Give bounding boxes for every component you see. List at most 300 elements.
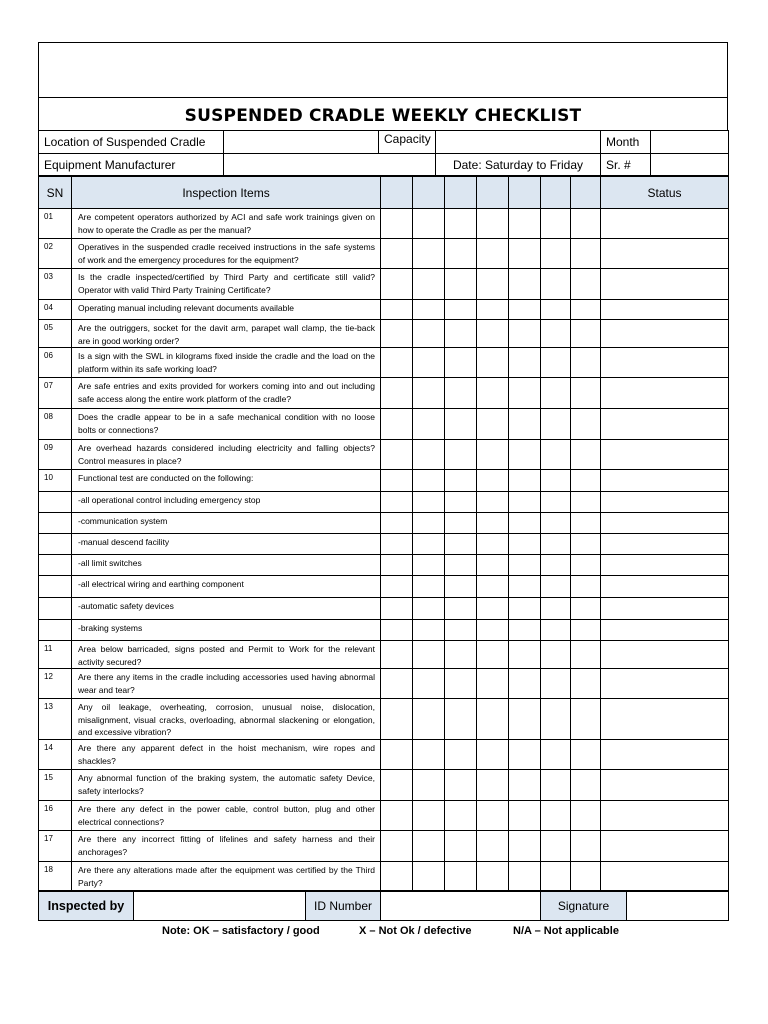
day-check-cell[interactable]	[413, 669, 445, 699]
day-check-cell[interactable]	[571, 239, 601, 269]
note-not-ok: X – Not Ok / defective	[359, 925, 472, 937]
day-check-cell[interactable]	[571, 320, 601, 348]
day-check-cell[interactable]	[381, 440, 413, 470]
day-check-cell[interactable]	[381, 320, 413, 348]
status-cell[interactable]	[601, 348, 729, 378]
status-cell[interactable]	[601, 378, 729, 409]
inspection-item-text: Area below barricaded, signs posted and Permit to Work for the relevant activity secured?	[72, 641, 381, 669]
day-check-cell[interactable]	[541, 576, 571, 598]
inspection-item-text: Does the cradle appear to be in a safe mechanical condition with no loose bolts or connections?	[72, 409, 381, 440]
inspection-item-text: -all limit switches	[72, 555, 381, 576]
status-cell[interactable]	[601, 770, 729, 801]
day-column-header	[477, 177, 509, 209]
day-check-cell[interactable]	[477, 209, 509, 239]
day-check-cell[interactable]	[509, 513, 541, 534]
day-check-cell[interactable]	[381, 576, 413, 598]
status-column-header: Status	[601, 177, 729, 209]
day-check-cell[interactable]	[509, 699, 541, 740]
day-check-cell[interactable]	[413, 740, 445, 770]
day-check-cell[interactable]	[541, 555, 571, 576]
status-cell[interactable]	[601, 699, 729, 740]
day-check-cell[interactable]	[571, 669, 601, 699]
day-check-cell[interactable]	[541, 348, 571, 378]
inspection-item-text: Are the outriggers, socket for the davit arm, parapet wall clamp, the tie-back are in good working order?	[72, 320, 381, 348]
day-check-cell[interactable]	[381, 209, 413, 239]
row-number: 02	[39, 239, 72, 269]
day-check-cell[interactable]	[541, 209, 571, 239]
day-check-cell[interactable]	[571, 555, 601, 576]
day-check-cell[interactable]	[445, 641, 477, 669]
status-cell[interactable]	[601, 641, 729, 669]
day-check-cell[interactable]	[477, 440, 509, 470]
status-cell[interactable]	[601, 740, 729, 770]
day-check-cell[interactable]	[477, 513, 509, 534]
day-check-cell[interactable]	[445, 440, 477, 470]
day-check-cell[interactable]	[509, 269, 541, 300]
day-check-cell[interactable]	[509, 598, 541, 620]
status-cell[interactable]	[601, 620, 729, 641]
status-cell[interactable]	[601, 209, 729, 239]
day-column-header	[541, 177, 571, 209]
day-check-cell[interactable]	[509, 320, 541, 348]
status-cell[interactable]	[601, 669, 729, 699]
status-cell[interactable]	[601, 320, 729, 348]
inspection-item-text: Are there any items in the cradle including accessories used having abnormal wear and tear?	[72, 669, 381, 699]
day-check-cell[interactable]	[413, 348, 445, 378]
checklist-row	[39, 669, 729, 699]
manufacturer-field[interactable]	[224, 154, 436, 176]
day-check-cell[interactable]	[445, 300, 477, 320]
day-check-cell[interactable]	[477, 598, 509, 620]
day-check-cell[interactable]	[445, 620, 477, 641]
day-check-cell[interactable]	[381, 513, 413, 534]
header-table	[38, 130, 729, 176]
day-check-cell[interactable]	[541, 641, 571, 669]
day-check-cell[interactable]	[477, 770, 509, 801]
day-check-cell[interactable]	[541, 239, 571, 269]
checklist-row	[39, 348, 729, 378]
sr-field[interactable]	[651, 154, 729, 176]
day-check-cell[interactable]	[413, 555, 445, 576]
day-check-cell[interactable]	[541, 770, 571, 801]
row-number: 09	[39, 440, 72, 470]
row-number: 17	[39, 831, 72, 862]
day-check-cell[interactable]	[571, 492, 601, 513]
day-check-cell[interactable]	[509, 641, 541, 669]
day-check-cell[interactable]	[571, 740, 601, 770]
day-check-cell[interactable]	[413, 641, 445, 669]
day-check-cell[interactable]	[413, 770, 445, 801]
inspection-item-text: Are there any alterations made after the equipment was certified by the Third Party?	[72, 862, 381, 891]
row-number: 15	[39, 770, 72, 801]
day-check-cell[interactable]	[509, 770, 541, 801]
day-check-cell[interactable]	[445, 470, 477, 492]
day-check-cell[interactable]	[509, 348, 541, 378]
inspection-item-text: -manual descend facility	[72, 534, 381, 555]
day-check-cell[interactable]	[571, 269, 601, 300]
day-check-cell[interactable]	[541, 620, 571, 641]
day-check-cell[interactable]	[571, 300, 601, 320]
checklist-row	[39, 320, 729, 348]
day-check-cell[interactable]	[541, 831, 571, 862]
day-check-cell[interactable]	[413, 470, 445, 492]
day-check-cell[interactable]	[571, 598, 601, 620]
checklist-row	[39, 409, 729, 440]
day-check-cell[interactable]	[413, 598, 445, 620]
day-check-cell[interactable]	[477, 269, 509, 300]
day-check-cell[interactable]	[541, 492, 571, 513]
day-check-cell[interactable]	[381, 555, 413, 576]
day-check-cell[interactable]	[381, 348, 413, 378]
day-check-cell[interactable]	[381, 669, 413, 699]
day-check-cell[interactable]	[381, 534, 413, 555]
day-check-cell[interactable]	[381, 740, 413, 770]
day-check-cell[interactable]	[571, 209, 601, 239]
day-check-cell[interactable]	[571, 513, 601, 534]
checklist-row	[39, 470, 729, 492]
row-number: 06	[39, 348, 72, 378]
day-check-cell[interactable]	[381, 831, 413, 862]
day-check-cell[interactable]	[477, 300, 509, 320]
day-check-cell[interactable]	[381, 378, 413, 409]
checklist-row	[39, 269, 729, 300]
day-check-cell[interactable]	[509, 378, 541, 409]
day-check-cell[interactable]	[445, 320, 477, 348]
status-cell[interactable]	[601, 300, 729, 320]
footer-table	[38, 891, 729, 921]
status-cell[interactable]	[601, 576, 729, 598]
day-check-cell[interactable]	[571, 831, 601, 862]
checklist-row	[39, 513, 729, 534]
day-check-cell[interactable]	[413, 409, 445, 440]
signature-field[interactable]	[627, 892, 729, 921]
day-check-cell[interactable]	[477, 492, 509, 513]
status-cell[interactable]	[601, 269, 729, 300]
day-column-header	[445, 177, 477, 209]
day-check-cell[interactable]	[477, 239, 509, 269]
id-number-label: ID Number	[306, 892, 381, 921]
status-cell[interactable]	[601, 831, 729, 862]
day-check-cell[interactable]	[477, 409, 509, 440]
capacity-label: Capacity	[379, 131, 436, 154]
day-check-cell[interactable]	[477, 534, 509, 555]
day-check-cell[interactable]	[541, 862, 571, 891]
row-number	[39, 534, 72, 555]
day-check-cell[interactable]	[381, 641, 413, 669]
day-check-cell[interactable]	[413, 269, 445, 300]
checklist-row	[39, 555, 729, 576]
checklist-row	[39, 209, 729, 239]
day-check-cell[interactable]	[509, 740, 541, 770]
row-number: 14	[39, 740, 72, 770]
day-check-cell[interactable]	[381, 239, 413, 269]
day-check-cell[interactable]	[477, 620, 509, 641]
status-cell[interactable]	[601, 534, 729, 555]
day-check-cell[interactable]	[445, 239, 477, 269]
status-cell[interactable]	[601, 555, 729, 576]
day-check-cell[interactable]	[541, 440, 571, 470]
manufacturer-label: Equipment Manufacturer	[39, 154, 224, 176]
day-check-cell[interactable]	[571, 470, 601, 492]
day-check-cell[interactable]	[571, 534, 601, 555]
day-check-cell[interactable]	[413, 699, 445, 740]
day-check-cell[interactable]	[541, 801, 571, 831]
day-check-cell[interactable]	[541, 320, 571, 348]
row-number	[39, 620, 72, 641]
month-label: Month	[601, 131, 651, 154]
inspected-by-field[interactable]	[134, 892, 306, 921]
day-check-cell[interactable]	[541, 534, 571, 555]
status-cell[interactable]	[601, 862, 729, 891]
checklist-row	[39, 699, 729, 740]
day-check-cell[interactable]	[477, 348, 509, 378]
day-check-cell[interactable]	[571, 620, 601, 641]
inspection-item-text: Are there any incorrect fitting of lifelines and safety harness and their anchorages?	[72, 831, 381, 862]
day-check-cell[interactable]	[509, 555, 541, 576]
day-check-cell[interactable]	[445, 513, 477, 534]
day-check-cell[interactable]	[445, 598, 477, 620]
note-not-applicable: N/A – Not applicable	[513, 925, 619, 937]
day-check-cell[interactable]	[413, 534, 445, 555]
day-check-cell[interactable]	[445, 669, 477, 699]
day-check-cell[interactable]	[509, 239, 541, 269]
day-check-cell[interactable]	[509, 862, 541, 891]
location-label: Location of Suspended Cradle	[39, 131, 224, 154]
day-check-cell[interactable]	[509, 409, 541, 440]
row-number	[39, 513, 72, 534]
day-check-cell[interactable]	[445, 555, 477, 576]
row-number: 11	[39, 641, 72, 669]
day-check-cell[interactable]	[509, 801, 541, 831]
day-check-cell[interactable]	[445, 348, 477, 378]
inspection-item-text: Any abnormal function of the braking system, the automatic safety Device, safety interlocks?	[72, 770, 381, 801]
day-check-cell[interactable]	[477, 699, 509, 740]
day-check-cell[interactable]	[509, 209, 541, 239]
day-check-cell[interactable]	[477, 555, 509, 576]
day-check-cell[interactable]	[413, 320, 445, 348]
day-check-cell[interactable]	[413, 620, 445, 641]
checklist-row	[39, 740, 729, 770]
day-check-cell[interactable]	[477, 320, 509, 348]
inspection-item-text: Is the cradle inspected/certified by Third Party and certificate still valid? Operator with valid Third Party Training Certificate?	[72, 269, 381, 300]
day-check-cell[interactable]	[477, 378, 509, 409]
day-check-cell[interactable]	[571, 699, 601, 740]
day-check-cell[interactable]	[541, 740, 571, 770]
day-check-cell[interactable]	[445, 770, 477, 801]
location-field[interactable]	[224, 131, 379, 154]
day-check-cell[interactable]	[477, 862, 509, 891]
day-check-cell[interactable]	[381, 801, 413, 831]
day-check-cell[interactable]	[509, 534, 541, 555]
status-cell[interactable]	[601, 409, 729, 440]
day-check-cell[interactable]	[445, 862, 477, 891]
day-check-cell[interactable]	[541, 598, 571, 620]
day-check-cell[interactable]	[413, 801, 445, 831]
note-ok: Note: OK – satisfactory / good	[162, 925, 320, 937]
row-number	[39, 598, 72, 620]
day-check-cell[interactable]	[413, 831, 445, 862]
page-title: SUSPENDED CRADLE WEEKLY CHECKLIST	[38, 97, 728, 130]
day-check-cell[interactable]	[445, 801, 477, 831]
row-number: 04	[39, 300, 72, 320]
row-number: 07	[39, 378, 72, 409]
inspection-item-text: Are competent operators authorized by ACI and safe work trainings given on how to operate the Cradle as per the manual?	[72, 209, 381, 239]
day-column-header	[413, 177, 445, 209]
inspection-table	[38, 176, 729, 891]
day-check-cell[interactable]	[509, 470, 541, 492]
day-check-cell[interactable]	[445, 209, 477, 239]
status-cell[interactable]	[601, 598, 729, 620]
inspection-item-text: -all electrical wiring and earthing component	[72, 576, 381, 598]
day-check-cell[interactable]	[381, 470, 413, 492]
checklist-row	[39, 620, 729, 641]
day-check-cell[interactable]	[477, 801, 509, 831]
day-check-cell[interactable]	[509, 669, 541, 699]
day-check-cell[interactable]	[413, 300, 445, 320]
inspection-item-text: -braking systems	[72, 620, 381, 641]
day-check-cell[interactable]	[509, 440, 541, 470]
day-check-cell[interactable]	[477, 470, 509, 492]
id-number-field[interactable]	[381, 892, 541, 921]
row-number	[39, 492, 72, 513]
status-cell[interactable]	[601, 440, 729, 470]
items-column-header: Inspection Items	[72, 177, 381, 209]
status-cell[interactable]	[601, 239, 729, 269]
day-check-cell[interactable]	[571, 770, 601, 801]
day-check-cell[interactable]	[413, 492, 445, 513]
day-check-cell[interactable]	[445, 492, 477, 513]
inspected-by-label: Inspected by	[39, 892, 134, 921]
checklist-row	[39, 801, 729, 831]
day-check-cell[interactable]	[445, 534, 477, 555]
checklist-row	[39, 641, 729, 669]
day-check-cell[interactable]	[445, 576, 477, 598]
day-check-cell[interactable]	[509, 831, 541, 862]
row-number: 10	[39, 470, 72, 492]
month-field[interactable]	[651, 131, 729, 154]
day-check-cell[interactable]	[541, 269, 571, 300]
day-check-cell[interactable]	[413, 576, 445, 598]
day-check-cell[interactable]	[571, 348, 601, 378]
day-check-cell[interactable]	[477, 576, 509, 598]
day-column-header	[381, 177, 413, 209]
day-check-cell[interactable]	[571, 378, 601, 409]
status-cell[interactable]	[601, 801, 729, 831]
inspection-item-text: Are there any defect in the power cable, control button, plug and other electrical connections?	[72, 801, 381, 831]
capacity-field[interactable]	[436, 131, 601, 154]
day-check-cell[interactable]	[477, 669, 509, 699]
status-cell[interactable]	[601, 492, 729, 513]
checklist-row	[39, 770, 729, 801]
day-column-header	[571, 177, 601, 209]
day-check-cell[interactable]	[509, 492, 541, 513]
day-check-cell[interactable]	[381, 409, 413, 440]
checklist-row	[39, 576, 729, 598]
day-check-cell[interactable]	[571, 862, 601, 891]
day-check-cell[interactable]	[571, 440, 601, 470]
inspection-item-text: Any oil leakage, overheating, corrosion, unusual noise, dislocation, misalignment, visual cracks, overloading, abnormal slackening or elongation, and excessive vibration?	[72, 699, 381, 740]
inspection-item-text: Is a sign with the SWL in kilograms fixed inside the cradle and the load on the platform within its safe working load?	[72, 348, 381, 378]
sn-column-header: SN	[39, 177, 72, 209]
day-check-cell[interactable]	[541, 409, 571, 440]
checklist-row	[39, 598, 729, 620]
inspection-item-text: -automatic safety devices	[72, 598, 381, 620]
day-check-cell[interactable]	[541, 699, 571, 740]
checklist-row	[39, 492, 729, 513]
row-number: 16	[39, 801, 72, 831]
day-check-cell[interactable]	[571, 641, 601, 669]
day-check-cell[interactable]	[541, 300, 571, 320]
inspection-item-text: Operatives in the suspended cradle received instructions in the safe systems of work and the emergency procedures for the equipment?	[72, 239, 381, 269]
inspection-item-text: Functional test are conducted on the following:	[72, 470, 381, 492]
day-check-cell[interactable]	[541, 669, 571, 699]
checklist-row	[39, 440, 729, 470]
inspection-item-text: Operating manual including relevant documents available	[72, 300, 381, 320]
day-check-cell[interactable]	[381, 862, 413, 891]
inspection-item-text: Are there any apparent defect in the hoist mechanism, wire ropes and shackles?	[72, 740, 381, 770]
day-check-cell[interactable]	[413, 209, 445, 239]
row-number: 05	[39, 320, 72, 348]
day-check-cell[interactable]	[571, 801, 601, 831]
day-check-cell[interactable]	[413, 239, 445, 269]
day-check-cell[interactable]	[509, 576, 541, 598]
inspection-item-text: -communication system	[72, 513, 381, 534]
checklist-row	[39, 239, 729, 269]
day-check-cell[interactable]	[445, 831, 477, 862]
day-check-cell[interactable]	[509, 620, 541, 641]
logo-area	[38, 42, 728, 97]
day-check-cell[interactable]	[381, 598, 413, 620]
day-check-cell[interactable]	[413, 440, 445, 470]
status-cell[interactable]	[601, 513, 729, 534]
day-column-header	[509, 177, 541, 209]
day-check-cell[interactable]	[381, 620, 413, 641]
day-check-cell[interactable]	[477, 740, 509, 770]
day-check-cell[interactable]	[477, 831, 509, 862]
day-check-cell[interactable]	[445, 699, 477, 740]
day-check-cell[interactable]	[445, 409, 477, 440]
checklist-row	[39, 300, 729, 320]
day-check-cell[interactable]	[541, 513, 571, 534]
day-check-cell[interactable]	[477, 641, 509, 669]
day-check-cell[interactable]	[413, 513, 445, 534]
day-check-cell[interactable]	[413, 378, 445, 409]
row-number	[39, 576, 72, 598]
row-number: 01	[39, 209, 72, 239]
day-check-cell[interactable]	[571, 576, 601, 598]
row-number: 18	[39, 862, 72, 891]
status-cell[interactable]	[601, 470, 729, 492]
day-check-cell[interactable]	[381, 770, 413, 801]
row-number	[39, 555, 72, 576]
checklist-sheet	[38, 42, 728, 921]
day-check-cell[interactable]	[445, 378, 477, 409]
date-label: Date: Saturday to Friday	[436, 154, 601, 176]
day-check-cell[interactable]	[541, 378, 571, 409]
day-check-cell[interactable]	[571, 409, 601, 440]
inspection-item-text: -all operational control including emergency stop	[72, 492, 381, 513]
day-check-cell[interactable]	[381, 699, 413, 740]
day-check-cell[interactable]	[381, 269, 413, 300]
day-check-cell[interactable]	[445, 740, 477, 770]
day-check-cell[interactable]	[413, 862, 445, 891]
day-check-cell[interactable]	[541, 470, 571, 492]
checklist-row	[39, 534, 729, 555]
day-check-cell[interactable]	[445, 269, 477, 300]
day-check-cell[interactable]	[509, 300, 541, 320]
day-check-cell[interactable]	[381, 300, 413, 320]
day-check-cell[interactable]	[381, 492, 413, 513]
